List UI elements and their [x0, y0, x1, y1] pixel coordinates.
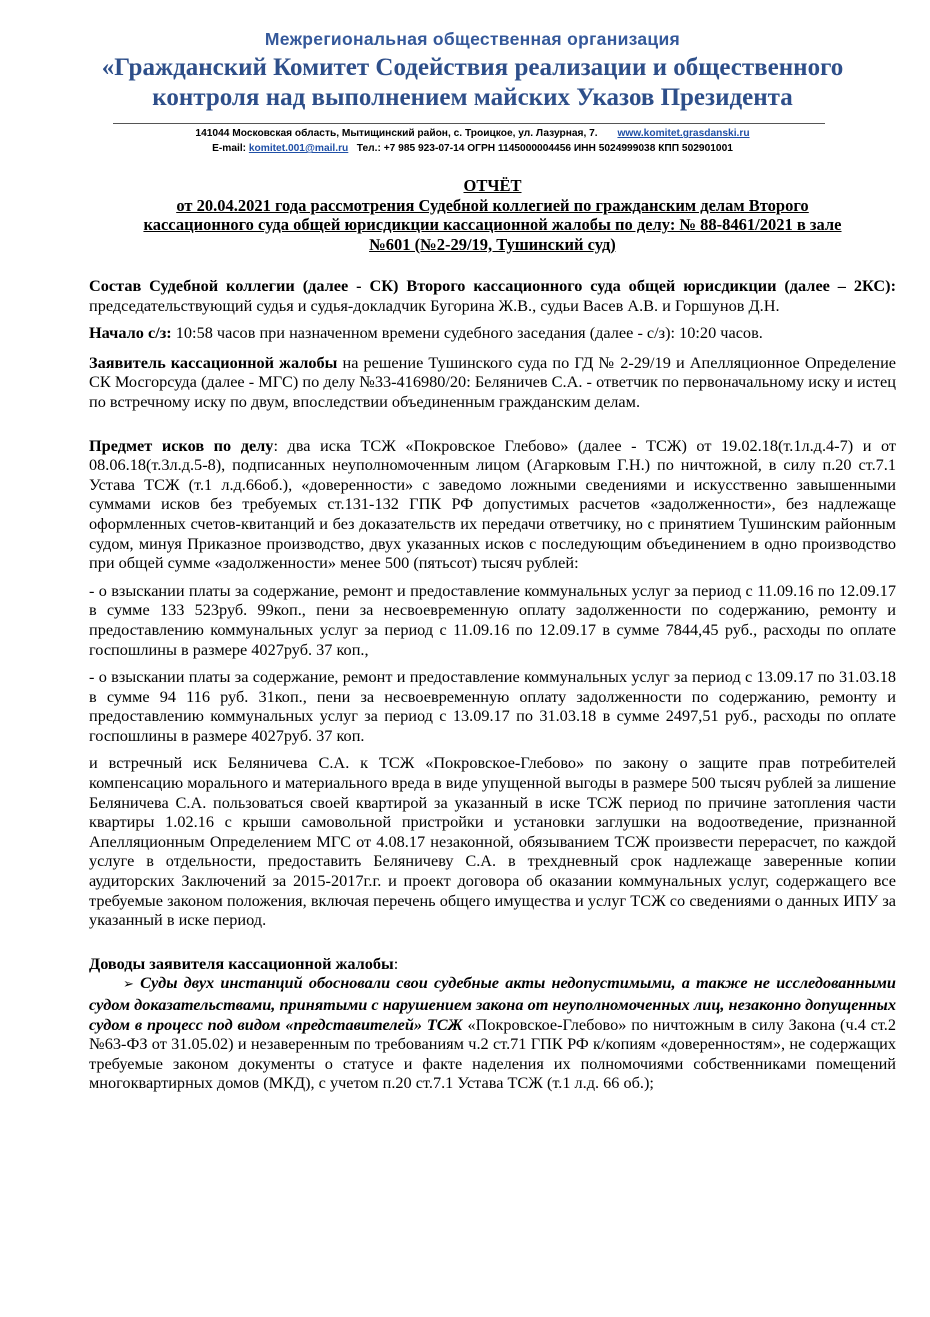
composition-label: Состав Судебной коллегии (далее - СК) Второго кассационного суда общей юрисдикции (далее – 2КС): [89, 276, 896, 295]
claim-paragraph: - о взыскании платы за содержание, ремонт и предоставление коммунальных услуг за период с 13.09.17 по 31.03.18 в сумме 94 116 руб. 31коп., пени за несвоевременную оплату задолженности по содержанию, ремонту и предоставлению коммунальных услуг за период с 13.09.17 по 31.03.18 в сумме 2497,51 руб., расходы по оплате госпошлины в размере 4027руб. 37 коп. [89, 667, 896, 745]
arguments-heading [89, 954, 896, 974]
arrow-bullet-icon: ➢ [123, 977, 134, 993]
org-title [49, 53, 896, 113]
website-link[interactable]: www.komitet.grasdanski.ru [617, 128, 750, 139]
email-link[interactable]: komitet.001@mail.ru [248, 143, 349, 154]
subject-label: Предмет исков по делу [89, 435, 274, 455]
argument-text: «Покровское-Глебово» по ничтожным в силу Закона (ч.4 ст.2 №63-ФЗ от 31.05.02) и незаверенным по требованиям ч.2 ст.71 ГПК РФ к/копиям «доверенностям», не содержащих требуемые законом документы о статусе и факте наделения их полномочиями собственниками помещений многоквартирных домов (МКД), с учетом п.20 ст.7.1 Устава ТСЖ (т.1 л.д. 66 об.); [89, 1014, 897, 1093]
applicant-text: на решение Тушинского суда по ГД № 2-29/19 и Апелляционное Определение СК Мосгорсуда (далее - МГС) по делу №33-416980/20: Беляничев С.А. - ответчик по первоначальному иску и истец по встречному иску по двум, впоследствии объединенным гражданским делам. [89, 352, 897, 411]
org-title-line: «Гражданский Комитет Содействия реализации и общественного [101, 54, 844, 81]
report-heading: ОТЧЁТ [463, 176, 522, 195]
registry-line [49, 141, 896, 156]
contact-info [49, 126, 896, 156]
letterhead [49, 0, 896, 156]
argument-paragraph [89, 973, 896, 1093]
composition-paragraph [89, 276, 896, 315]
subject-paragraph [89, 436, 896, 573]
start-paragraph [89, 323, 896, 343]
header-divider [113, 123, 825, 124]
claim-paragraph: - о взыскании платы за содержание, ремонт и предоставление коммунальных услуг за период с 11.09.16 по 12.09.17 в сумме 133 523руб. 99коп., пени за несвоевременную оплату задолженности по содержанию, ремонту и предоставлению коммунальных услуг за период с 11.09.16 по 12.09.17 в сумме 7844,45 руб., расходы по оплате госпошлины в размере 4027руб. 37 коп., [89, 580, 896, 659]
applicant-paragraph [89, 353, 896, 412]
document-body [89, 254, 896, 1093]
start-label: Начало с/з: [89, 323, 172, 343]
arguments-colon: : [393, 953, 399, 973]
registry-info: Тел.: +7 985 923-07-14 ОГРН 1145000004456 ИНН 5024999038 КПП 502901001 [356, 143, 733, 154]
counterclaim-paragraph: и встречный иск Беляничева С.А. к ТСЖ «Покровское-Глебово» по закону о защите прав потребителей компенсацию морального и материального вреда в виде упущенной выгоды в размере 500 тысяч рублей за лишение Беляничева С.А. пользоваться своей квартирой за указанный в иске ТСЖ период по причине затопления части квартиры 1.02.16 с крыши самовольной пристройки и установки заглушки на водоотведение, признанной Апелляционным Определением МГС от 4.08.17 незаконной, обязыванием ТСЖ произвести перерасчет, по каждой услуге в отдельности, предоставить Беляничеву С.А. в трехдневный срок надлежаще заверенные копии аудиторских Заключений за 2015-2017г.г. и проект договора об оказании коммунальных услуг, содержащего все требуемые законом положения, включая перечень общего имущества и услуг ТСЖ со сведениями о данных ИПУ за указанный в иске период. [89, 753, 896, 930]
start-text: 10:58 часов при назначенном времени судебного заседания (далее - с/з): 10:20 часов. [171, 323, 763, 343]
org-title-line: контроля над выполнением майских Указов Президента [152, 84, 793, 111]
report-title [89, 176, 896, 254]
report-title-line: №601 (№2-29/19, Тушинский суд) [369, 234, 616, 254]
subject-text: : два иска ТСЖ «Покровское Глебово» (далее - ТСЖ) от 19.02.18(т.1л.д.4-7) и от 08.06.18(т.3л.д.5-8), подписанных неуполномоченным лицом (Агарковым Г.Н.) по ничтожной, в силу п.20 ст.7.1 Устава ТСЖ (т.1 л.д.66об.), «доверенности» с заведомо ложными сведениями и искусственно завышенными суммами исков без требуемых ст.131-132 ГПК РФ допустимых расчетов «задолженности», без надлежаще оформленных счетов-квитанций и без доказательств их передачи ответчику, но с принятием Тушинским районным судом, минуя Приказное производство, двух указанных исков с последующим объединением в одно производство при общей сумме «задолженности» менее 500 (пятьсот) тысяч рублей: [89, 435, 896, 573]
report-title-line: кассационного суда общей юрисдикции кассационной жалобы по делу: № 88-8461/2021 в зале [143, 215, 842, 234]
address: 141044 Московская область, Мытищинский район, с. Троицкое, ул. Лазурная, 7. [195, 128, 598, 139]
org-subtitle: Межрегиональная общественная организация [264, 29, 681, 49]
argument-emphasis: Суды двух инстанций обосновали свои судебные акты недопустимыми, а также не исследованными судом доказательствами, принятыми с нарушением закона от неуполномоченных лиц, незаконно допущенных судом в процесс под видом «представителей» ТСЖ [89, 973, 896, 1034]
address-line [49, 126, 896, 141]
report-title-line: от 20.04.2021 года рассмотрения Судебной коллегией по гражданским делам Второго [176, 195, 809, 215]
applicant-label: Заявитель кассационной жалобы [89, 352, 338, 372]
composition-text: председательствующий судья и судья-докладчик Бугорина Ж.В., судьи Васев А.В. и Горшунов Д.Н. [89, 295, 780, 315]
email-label: E-mail: [212, 143, 247, 154]
arguments-label: Доводы заявителя кассационной жалобы [89, 953, 394, 973]
